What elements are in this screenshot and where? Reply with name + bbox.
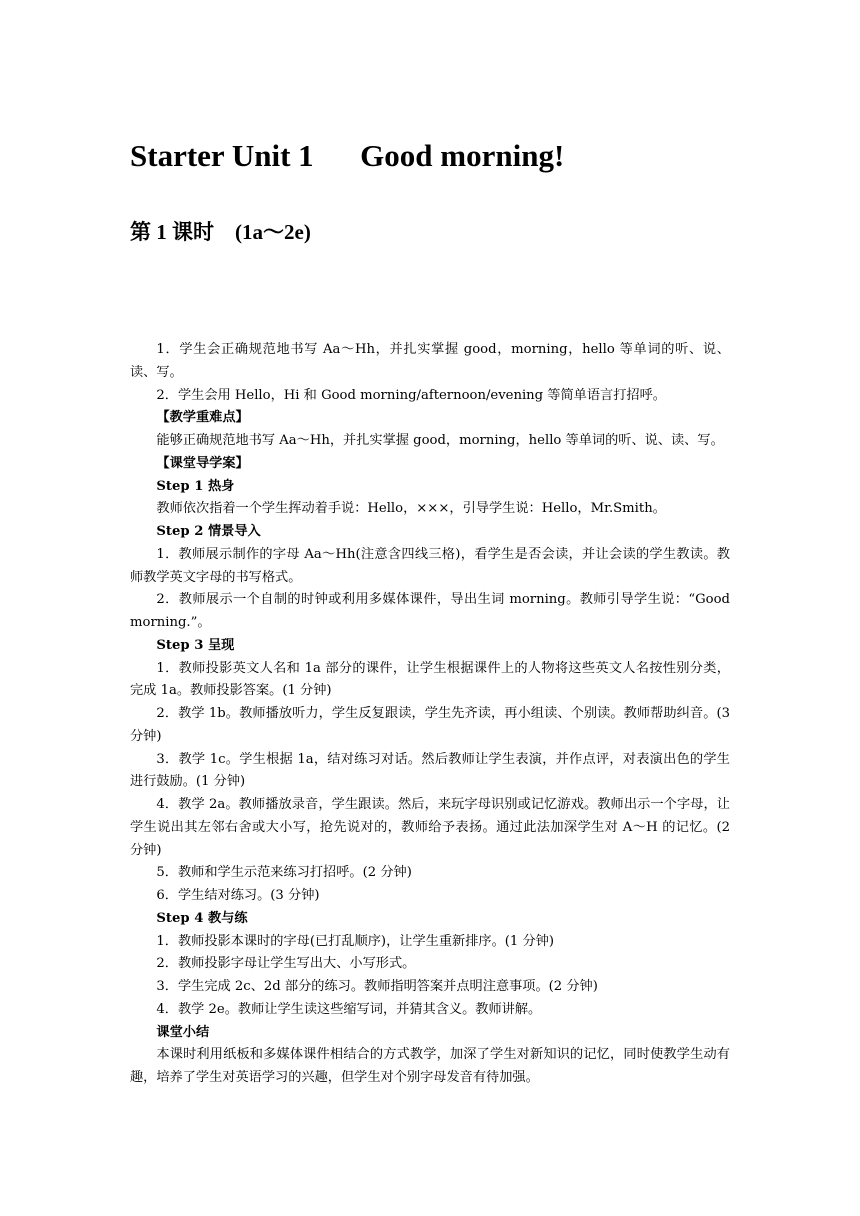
section-heading: Step 2 情景导入 [156, 524, 261, 539]
section-heading: Step 1 热身 [156, 478, 235, 494]
paragraph: 教师依次指着一个学生挥动着手说：Hello，×××，引导学生说：Hello，Mr.Smith。 [156, 501, 666, 517]
section-heading: Step 4 教与练 [156, 910, 248, 926]
page-title: Starter Unit 1 Good morning! [130, 138, 565, 173]
paragraph: 1．教师投影英文人名和 1a 部分的课件，让学生根据课件上的人物将这些英文人名按性别分类，完成 1a。教师投影答案。(1 分钟) [130, 660, 730, 699]
paragraph: 2．教师投影字母让学生写出大、小写形式。 [156, 956, 416, 972]
paragraph: 2．教学 1b。教师播放听力，学生反复跟读，学生先齐读，再小组读、个别读。教师帮助纠音。(3 分钟) [130, 706, 730, 744]
paragraph: 3．学生完成 2c、2d 部分的练习。教师指明答案并点明注意事项。(2 分钟) [156, 979, 598, 994]
section-heading: 课堂小结 [156, 1024, 210, 1040]
paragraph: 5．教师和学生示范来练习打招呼。(2 分钟) [156, 865, 412, 881]
paragraph: 3．教学 1c。学生根据 1a，结对练习对话。然后教师让学生表演，并作点评，对表演出色的学生进行鼓励。(1 分钟) [130, 751, 730, 790]
paragraph: 4．教学 2e。教师让学生读这些缩写词，并猜其含义。教师讲解。 [156, 1001, 542, 1017]
paragraph: 1．学生会正确规范地书写 Aa～Hh，并扎实掌握 good，morning，hello 等单词的听、说、读、写。 [130, 342, 730, 380]
paragraph: 2．教师展示一个自制的时钟或利用多媒体课件，导出生词 morning。教师引导学生说：“Good morning.”。 [130, 592, 730, 630]
paragraph: 6．学生结对练习。(3 分钟) [156, 888, 320, 903]
document-body [130, 339, 730, 1090]
lesson-subtitle: 第 1 课时 (1a～2e) [130, 220, 311, 244]
paragraph: 本课时利用纸板和多媒体课件相结合的方式教学，加深了学生对新知识的记忆，同时使教学生动有趣，培养了学生对英语学习的兴趣，但学生对个别字母发音有待加强。 [130, 1047, 730, 1085]
section-heading: 【教学重难点】 [156, 410, 249, 426]
section-heading: Step 3 呈现 [156, 637, 235, 653]
paragraph: 4．教学 2a。教师播放录音，学生跟读。然后，来玩字母识别或记忆游戏。教师出示一个字母，让学生说出其左邻右舍或大小写，抢先说对的，教师给予表扬。通过此法加深学生对 A～H 的记忆。(2 分钟) [130, 797, 730, 858]
paragraph: 能够正确规范地书写 Aa～Hh，并扎实掌握 good，morning，hello 等单词的听、说、读、写。 [156, 433, 724, 448]
paragraph: 1．教师投影本课时的字母(已打乱顺序)，让学生重新排序。(1 分钟) [156, 933, 555, 949]
section-heading: 【课堂导学案】 [156, 455, 249, 471]
paragraph: 2．学生会用 Hello，Hi 和 Good morning/afternoon/evening 等简单语言打招呼。 [156, 387, 666, 403]
paragraph: 1．教师展示制作的字母 Aa～Hh(注意含四线三格)，看学生是否会读，并让会读的学生教读。教师教学英文字母的书写格式。 [130, 546, 730, 585]
